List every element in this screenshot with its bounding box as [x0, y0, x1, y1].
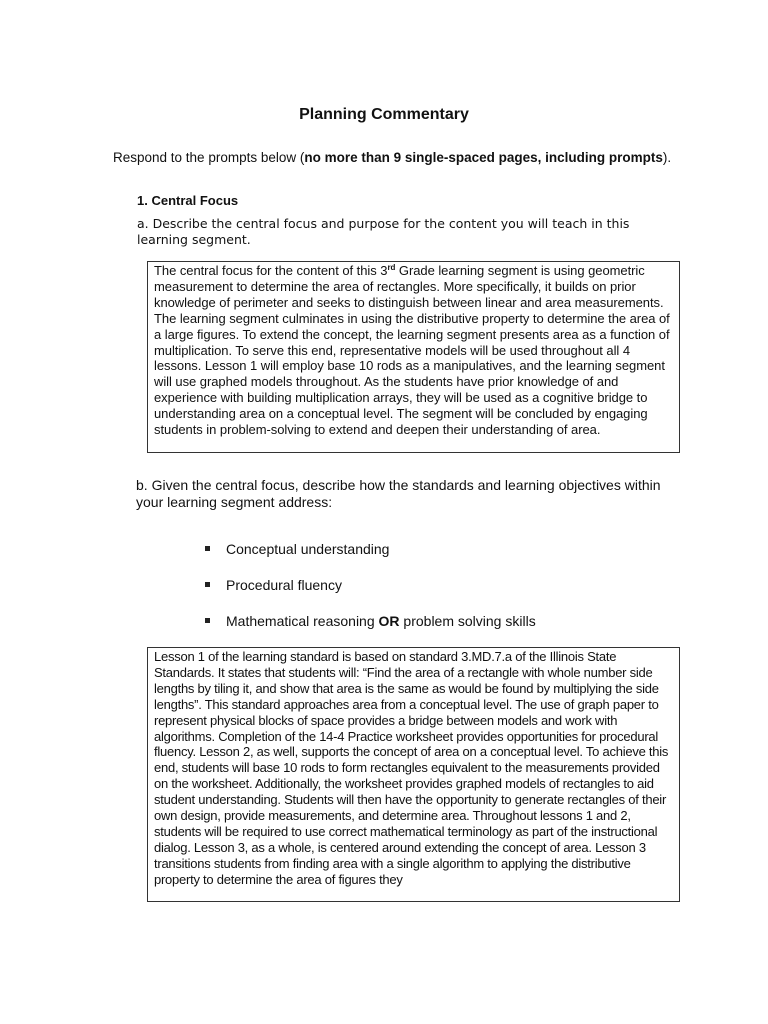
- bullet-square-icon: [205, 618, 210, 623]
- bullet-square-icon: [205, 546, 210, 551]
- bullet-text: Mathematical reasoning: [226, 613, 379, 629]
- list-item: [205, 576, 536, 612]
- section-heading-central-focus: 1. Central Focus: [137, 193, 239, 208]
- bullet-list: [205, 540, 536, 648]
- intro-text: [113, 149, 673, 166]
- intro-text-start: Respond to the prompts below (: [113, 150, 305, 165]
- response-a-rest: Grade learning segment is using geometric measurement to determine the area of rectangles. More specifically, it builds on prior knowledge of perimeter and seeks to distinguish between linear and area measurements. The learning segment culminates in using the distributive property to determine the area of a large figures. To extend the concept, the learning segment presents area as a function of multiplication. To serve this end, representative models will be used throughout all 4 lessons. Lesson 1 will employ base 10 rods as a manipulatives, and the learning segment will use graphed models throughout. As the students have prior knowledge of and experience with building multiplication arrays, they will be used as a cognitive bridge to understanding area on a conceptual level. The segment will be concluded by engaging students in problem-solving to extend and deepen their understanding of area.: [154, 263, 670, 438]
- intro-text-end: ).: [662, 150, 672, 165]
- bullet-text: Conceptual understanding: [226, 541, 390, 557]
- response-box-a: [147, 261, 680, 453]
- bullet-text: Procedural fluency: [226, 577, 342, 593]
- prompt-b: b. Given the central focus, describe how the standards and learning objectives within your learning segment address:: [136, 477, 661, 510]
- intro-text-bold: no more than 9 single-spaced pages, including prompts: [304, 150, 663, 165]
- response-box-b: [147, 647, 680, 902]
- ordinal-superscript: rd: [387, 263, 396, 272]
- response-a-start: The central focus for the content of this 3: [154, 263, 388, 278]
- response-a-text: [154, 263, 673, 438]
- bullet-text-bold: OR: [378, 613, 400, 629]
- prompt-a: a. Describe the central focus and purpose for the content you will teach in this learning segment.: [137, 216, 630, 247]
- bullet-text-end: problem solving skills: [399, 613, 536, 629]
- bullet-square-icon: [205, 582, 210, 587]
- list-item: [205, 612, 536, 648]
- list-item: [205, 540, 536, 576]
- response-b-text: Lesson 1 of the learning standard is based on standard 3.MD.7.a of the Illinois State Standards. It states that students will: “Find the area of a rectangle with whole number side lengths by tiling it, and show that area is the same as would be found by multiplying the side lengths”. This standard approaches area from a conceptual level. The use of graph paper to represent physical blocks of space provides a bridge between models and work with algorithms. Completion of the 14-4 Practice worksheet provides opportunities for procedural fluency. Lesson 2, as well, supports the concept of area on a conceptual level. To achieve this end, students will base 10 rods to form rectangles equivalent to the measurements provided on the worksheet. Additionally, the worksheet provides graphed models of rectangles to aid student understanding. Students will then have the opportunity to generate rectangles of their own design, provide measurements, and determine area. Throughout lessons 1 and 2, students will be required to use correct mathematical terminology as part of the instructional dialog. Lesson 3, as a whole, is centered around extending the concept of area. Lesson 3 transitions students from finding area with a single algorithm to applying the distributive property to determine the area of figures they: [154, 649, 669, 887]
- page-title: Planning Commentary: [299, 106, 469, 123]
